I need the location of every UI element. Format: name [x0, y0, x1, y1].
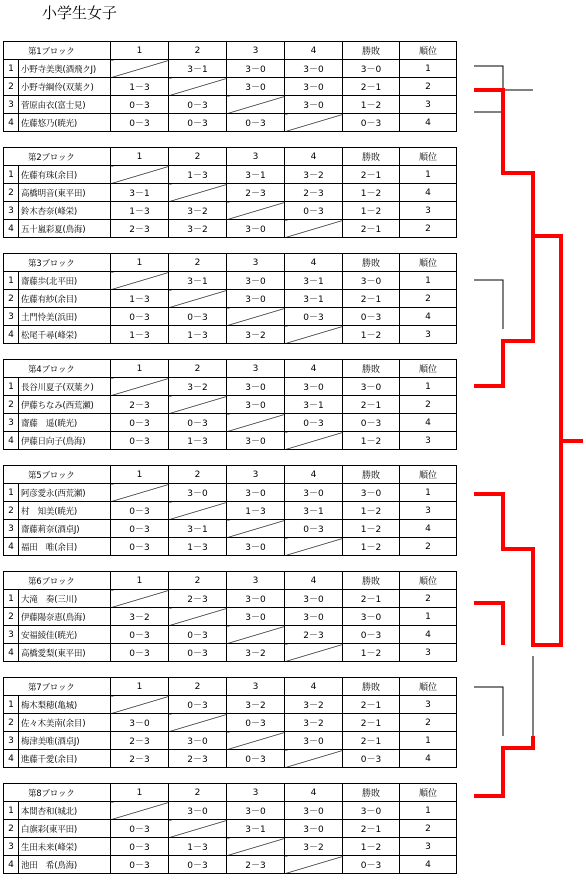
block-name: 第1ブロック [4, 42, 111, 60]
block-name: 第5ブロック [4, 466, 111, 484]
column-header: 1 [111, 678, 169, 696]
match-score: 2－3 [285, 626, 343, 644]
column-header: 勝敗 [343, 678, 400, 696]
match-score: 3－0 [227, 432, 285, 450]
win-loss: 1－2 [343, 838, 400, 856]
match-score: 3－1 [285, 502, 343, 520]
player-name: 佐々木美南(余目) [19, 714, 111, 732]
match-score: 1－3 [169, 326, 227, 344]
rank: 4 [400, 114, 457, 132]
match-score: 3－0 [285, 732, 343, 750]
match-score: 3－0 [285, 96, 343, 114]
match-score: 1－3 [169, 838, 227, 856]
match-score: 1－3 [111, 326, 169, 344]
match-score: 3－0 [285, 484, 343, 502]
win-loss: 2－1 [343, 714, 400, 732]
match-score: 2－3 [227, 184, 285, 202]
bracket-line-b7 [474, 687, 503, 736]
rank: 4 [400, 750, 457, 768]
player-name: 福田 唯(余目) [19, 538, 111, 556]
match-score: 1－3 [169, 432, 227, 450]
match-score: 3－1 [285, 290, 343, 308]
player-number: 3 [4, 96, 19, 114]
player-number: 4 [4, 644, 19, 662]
match-score: 0－3 [169, 856, 227, 874]
match-score: 3－1 [111, 184, 169, 202]
match-score: 0－3 [111, 626, 169, 644]
match-score: 2－3 [169, 750, 227, 768]
win-loss: 1－2 [343, 538, 400, 556]
match-score: 3－2 [285, 714, 343, 732]
column-header: 勝敗 [343, 42, 400, 60]
match-score: 3－0 [169, 484, 227, 502]
win-loss: 3－0 [343, 60, 400, 78]
player-number: 2 [4, 608, 19, 626]
column-header: 順位 [400, 148, 457, 166]
bracket-line-b2-win [474, 90, 583, 441]
rank: 2 [400, 820, 457, 838]
match-score: 3－0 [227, 60, 285, 78]
match-score: 0－3 [169, 414, 227, 432]
column-header: 順位 [400, 360, 457, 378]
match-score: 3－2 [169, 220, 227, 238]
rank: 3 [400, 96, 457, 114]
rank: 1 [400, 272, 457, 290]
match-score: 0－3 [111, 308, 169, 326]
player-number: 1 [4, 60, 19, 78]
player-name: 生田未来(峰栄) [19, 838, 111, 856]
player-name: 村 知美(暁光) [19, 502, 111, 520]
match-score: 0－3 [111, 838, 169, 856]
win-loss: 2－1 [343, 166, 400, 184]
bracket-line-b5-win [474, 441, 561, 645]
match-score: 3－2 [111, 608, 169, 626]
match-score: 0－3 [285, 414, 343, 432]
rank: 4 [400, 308, 457, 326]
column-header: 4 [285, 360, 343, 378]
column-header: 2 [169, 572, 227, 590]
rank: 4 [400, 626, 457, 644]
player-number: 1 [4, 484, 19, 502]
win-loss: 1－2 [343, 326, 400, 344]
match-score: 0－3 [169, 626, 227, 644]
player-name: 齋藤莉奈(酒卓J) [19, 520, 111, 538]
match-score: 3－0 [227, 484, 285, 502]
column-header: 4 [285, 254, 343, 272]
player-name: 進藤千愛(余目) [19, 750, 111, 768]
win-loss: 1－2 [343, 184, 400, 202]
win-loss: 0－3 [343, 856, 400, 874]
player-name: 安福綾佳(暁光) [19, 626, 111, 644]
rank: 4 [400, 856, 457, 874]
column-header: 4 [285, 466, 343, 484]
match-score: 0－3 [111, 114, 169, 132]
match-score: 3－1 [227, 166, 285, 184]
bracket-line-b3 [474, 280, 503, 329]
win-loss: 0－3 [343, 308, 400, 326]
player-number: 2 [4, 502, 19, 520]
win-loss: 3－0 [343, 272, 400, 290]
column-header: 1 [111, 254, 169, 272]
column-header: 順位 [400, 572, 457, 590]
match-score: 0－3 [169, 696, 227, 714]
column-header: 2 [169, 42, 227, 60]
match-score: 3－0 [227, 538, 285, 556]
match-score: 0－3 [169, 644, 227, 662]
player-number: 1 [4, 272, 19, 290]
player-number: 4 [4, 220, 19, 238]
player-name: 白旗彩(東平田) [19, 820, 111, 838]
match-score: 2－3 [111, 220, 169, 238]
player-number: 3 [4, 308, 19, 326]
player-number: 3 [4, 732, 19, 750]
rank: 1 [400, 378, 457, 396]
rank: 1 [400, 608, 457, 626]
player-number: 1 [4, 802, 19, 820]
bracket-lines-red [474, 90, 583, 796]
player-name: 鈴木杏奈(峰栄) [19, 202, 111, 220]
match-score: 3－0 [285, 378, 343, 396]
player-name: 梅木梨穂(亀城) [19, 696, 111, 714]
column-header: 勝敗 [343, 572, 400, 590]
column-header: 勝敗 [343, 784, 400, 802]
column-header: 2 [169, 466, 227, 484]
player-name: 小野寺綱伶(双葉ク) [19, 78, 111, 96]
match-score: 3－0 [111, 714, 169, 732]
match-score: 3－0 [227, 272, 285, 290]
rank: 3 [400, 326, 457, 344]
match-score: 3－1 [169, 272, 227, 290]
player-number: 4 [4, 114, 19, 132]
match-score: 1－3 [111, 78, 169, 96]
player-name: 高橋明音(東平田) [19, 184, 111, 202]
match-score: 1－3 [111, 290, 169, 308]
rank: 2 [400, 590, 457, 608]
match-score: 0－3 [111, 502, 169, 520]
match-score: 3－1 [169, 520, 227, 538]
match-score: 0－3 [285, 308, 343, 326]
match-score: 1－3 [169, 166, 227, 184]
match-score: 0－3 [227, 714, 285, 732]
match-score: 0－3 [169, 114, 227, 132]
player-number: 1 [4, 378, 19, 396]
player-number: 4 [4, 432, 19, 450]
block-name: 第3ブロック [4, 254, 111, 272]
rank: 3 [400, 644, 457, 662]
column-header: 3 [227, 466, 285, 484]
rank: 1 [400, 732, 457, 750]
player-number: 2 [4, 396, 19, 414]
match-score: 3－2 [227, 326, 285, 344]
rank: 2 [400, 538, 457, 556]
match-score: 3－2 [285, 696, 343, 714]
match-score: 3－0 [227, 220, 285, 238]
match-score: 0－3 [111, 520, 169, 538]
match-score: 3－1 [285, 272, 343, 290]
match-score: 3－2 [227, 696, 285, 714]
player-name: 佐藤有珠(余目) [19, 166, 111, 184]
win-loss: 1－2 [343, 520, 400, 538]
player-number: 2 [4, 78, 19, 96]
match-score: 0－3 [169, 96, 227, 114]
player-name: 松尾千尋(峰栄) [19, 326, 111, 344]
win-loss: 2－1 [343, 590, 400, 608]
match-score: 3－0 [227, 396, 285, 414]
player-number: 1 [4, 590, 19, 608]
match-score: 0－3 [111, 96, 169, 114]
match-score: 3－0 [169, 732, 227, 750]
column-header: 勝敗 [343, 254, 400, 272]
bracket-line-b6-win [474, 603, 503, 645]
match-score: 1－3 [111, 202, 169, 220]
win-loss: 2－1 [343, 290, 400, 308]
column-header: 3 [227, 42, 285, 60]
match-score: 3－0 [285, 608, 343, 626]
match-score: 3－2 [169, 378, 227, 396]
rank: 3 [400, 432, 457, 450]
win-loss: 0－3 [343, 626, 400, 644]
block-name: 第7ブロック [4, 678, 111, 696]
match-score: 0－3 [111, 414, 169, 432]
win-loss: 2－1 [343, 396, 400, 414]
player-name: 本間杏和(城北) [19, 802, 111, 820]
block-name: 第8ブロック [4, 784, 111, 802]
column-header: 4 [285, 572, 343, 590]
match-score: 2－3 [111, 732, 169, 750]
match-score: 2－3 [285, 184, 343, 202]
player-name: 菅原由衣(富士見) [19, 96, 111, 114]
match-score: 1－3 [227, 502, 285, 520]
match-score: 3－0 [227, 608, 285, 626]
match-score: 2－3 [169, 590, 227, 608]
player-name: 小野寺美奥(酒飛クJ) [19, 60, 111, 78]
match-score: 3－0 [169, 802, 227, 820]
player-number: 3 [4, 202, 19, 220]
player-name: 伊藤陽奈恵(鳥海) [19, 608, 111, 626]
win-loss: 2－1 [343, 820, 400, 838]
match-score: 0－3 [111, 538, 169, 556]
column-header: 2 [169, 360, 227, 378]
player-name: 伊藤日向子(鳥海) [19, 432, 111, 450]
column-header: 4 [285, 148, 343, 166]
match-score: 3－0 [227, 78, 285, 96]
player-name: 阿彦愛永(西荒瀬) [19, 484, 111, 502]
match-score: 0－3 [111, 432, 169, 450]
block-name: 第4ブロック [4, 360, 111, 378]
rank: 2 [400, 220, 457, 238]
column-header: 3 [227, 784, 285, 802]
column-header: 順位 [400, 254, 457, 272]
match-score: 0－3 [227, 750, 285, 768]
rank: 4 [400, 414, 457, 432]
column-header: 4 [285, 784, 343, 802]
rank: 3 [400, 838, 457, 856]
match-score: 3－0 [285, 820, 343, 838]
win-loss: 1－2 [343, 644, 400, 662]
column-header: 2 [169, 784, 227, 802]
match-score: 3－1 [285, 396, 343, 414]
column-header: 2 [169, 678, 227, 696]
column-header: 3 [227, 148, 285, 166]
player-name: 梅津美唯(酒卓J) [19, 732, 111, 750]
player-number: 4 [4, 538, 19, 556]
match-score: 2－3 [227, 856, 285, 874]
match-score: 3－0 [227, 802, 285, 820]
column-header: 2 [169, 148, 227, 166]
player-name: 池田 希(鳥海) [19, 856, 111, 874]
player-number: 2 [4, 290, 19, 308]
column-header: 1 [111, 784, 169, 802]
player-number: 3 [4, 838, 19, 856]
column-header: 3 [227, 360, 285, 378]
column-header: 3 [227, 678, 285, 696]
win-loss: 3－0 [343, 378, 400, 396]
match-score: 3－0 [285, 78, 343, 96]
player-number: 1 [4, 166, 19, 184]
column-header: 1 [111, 148, 169, 166]
match-score: 2－3 [111, 750, 169, 768]
player-number: 3 [4, 626, 19, 644]
player-name: 佐藤悠乃(暁光) [19, 114, 111, 132]
rank: 2 [400, 396, 457, 414]
column-header: 3 [227, 572, 285, 590]
win-loss: 2－1 [343, 732, 400, 750]
match-score: 0－3 [111, 644, 169, 662]
column-header: 1 [111, 466, 169, 484]
win-loss: 0－3 [343, 114, 400, 132]
match-score: 0－3 [285, 520, 343, 538]
player-name: 長谷川夏子(双葉ク) [19, 378, 111, 396]
win-loss: 0－3 [343, 414, 400, 432]
column-header: 1 [111, 42, 169, 60]
win-loss: 1－2 [343, 96, 400, 114]
win-loss: 2－1 [343, 78, 400, 96]
match-score: 3－0 [227, 290, 285, 308]
rank: 3 [400, 696, 457, 714]
match-score: 3－2 [169, 202, 227, 220]
win-loss: 3－0 [343, 484, 400, 502]
rank: 4 [400, 184, 457, 202]
player-name: 伊藤ちなみ(西荒瀬) [19, 396, 111, 414]
match-score: 0－3 [285, 202, 343, 220]
column-header: 4 [285, 678, 343, 696]
column-header: 順位 [400, 678, 457, 696]
win-loss: 1－2 [343, 202, 400, 220]
match-score: 3－2 [285, 166, 343, 184]
player-name: 五十嵐彩夏(鳥海) [19, 220, 111, 238]
page-title: 小学生女子 [42, 4, 118, 22]
rank: 3 [400, 202, 457, 220]
rank: 2 [400, 714, 457, 732]
match-score: 2－3 [111, 396, 169, 414]
rank: 1 [400, 802, 457, 820]
win-loss: 3－0 [343, 802, 400, 820]
match-score: 3－2 [285, 838, 343, 856]
bracket-line-b8-win [474, 736, 533, 796]
player-number: 3 [4, 520, 19, 538]
column-header: 順位 [400, 466, 457, 484]
match-score: 3－0 [285, 802, 343, 820]
match-score: 0－3 [111, 856, 169, 874]
player-number: 2 [4, 820, 19, 838]
rank: 1 [400, 484, 457, 502]
match-score: 3－0 [227, 378, 285, 396]
column-header: 1 [111, 572, 169, 590]
column-header: 2 [169, 254, 227, 272]
match-score: 3－2 [227, 644, 285, 662]
win-loss: 1－2 [343, 502, 400, 520]
player-name: 佐藤有紗(余目) [19, 290, 111, 308]
block-name: 第2ブロック [4, 148, 111, 166]
rank: 2 [400, 290, 457, 308]
column-header: 順位 [400, 784, 457, 802]
player-number: 4 [4, 856, 19, 874]
match-score: 0－3 [111, 820, 169, 838]
match-score: 3－0 [285, 590, 343, 608]
player-number: 1 [4, 696, 19, 714]
win-loss: 2－1 [343, 696, 400, 714]
player-number: 2 [4, 184, 19, 202]
rank: 4 [400, 520, 457, 538]
match-score: 3－0 [285, 60, 343, 78]
match-score: 3－0 [227, 590, 285, 608]
player-name: 高橋愛梨(東平田) [19, 644, 111, 662]
match-score: 0－3 [169, 308, 227, 326]
player-name: 齋藤歩(北平田) [19, 272, 111, 290]
column-header: 4 [285, 42, 343, 60]
column-header: 勝敗 [343, 148, 400, 166]
rank: 3 [400, 502, 457, 520]
rank: 1 [400, 166, 457, 184]
match-score: 1－3 [169, 538, 227, 556]
match-score: 0－3 [227, 114, 285, 132]
column-header: 順位 [400, 42, 457, 60]
column-header: 勝敗 [343, 466, 400, 484]
player-name: 土門怜美(浜田) [19, 308, 111, 326]
win-loss: 3－0 [343, 608, 400, 626]
column-header: 1 [111, 360, 169, 378]
column-header: 勝敗 [343, 360, 400, 378]
win-loss: 2－1 [343, 220, 400, 238]
match-score: 3－1 [169, 60, 227, 78]
player-number: 4 [4, 750, 19, 768]
player-name: 大滝 奏(三川) [19, 590, 111, 608]
rank: 1 [400, 60, 457, 78]
player-name: 齋藤 遥(暁光) [19, 414, 111, 432]
column-header: 3 [227, 254, 285, 272]
player-number: 3 [4, 414, 19, 432]
rank: 2 [400, 78, 457, 96]
win-loss: 1－2 [343, 432, 400, 450]
win-loss: 0－3 [343, 750, 400, 768]
block-name: 第6ブロック [4, 572, 111, 590]
match-score: 3－1 [227, 820, 285, 838]
player-number: 4 [4, 326, 19, 344]
player-number: 2 [4, 714, 19, 732]
